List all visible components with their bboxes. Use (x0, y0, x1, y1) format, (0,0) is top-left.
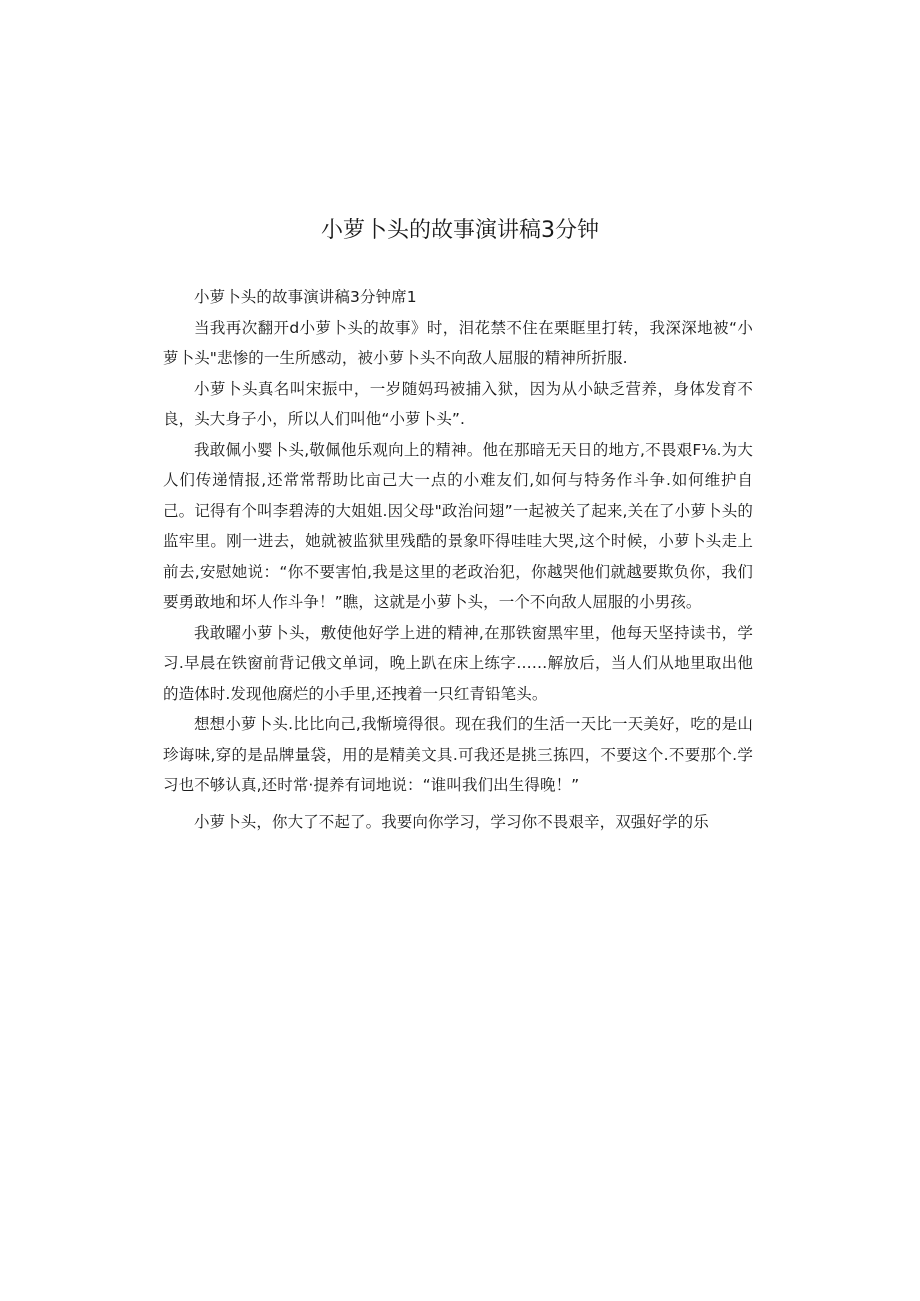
paragraph-conclusion: 小萝卜头，你大了不起了。我要向你学习，学习你不畏艰辛，双强好学的乐 (194, 812, 709, 831)
paragraph-intro: 当我再次翻开d小萝卜头的故事》时，泪花禁不住在栗眶里打转，我深深地被“小萝卜头"悲惨的一生所感动，被小萝卜头不向敌人屈服的精神所折服. (163, 318, 753, 367)
document-title: 小萝卜头的故事演讲稿3分钟 (321, 218, 599, 243)
paragraph-optimism: 我敢佩小婴卜头,敬佩他乐观向上的精神。他在那暗无天日的地方,不畏艰F⅛.为大人们传递情报,还常常帮助比亩己大一点的小难友们,如何与特务作斗争.如何维护自己。记得有个叫李碧涛的大姐姐.因父母"政治问翅”一起被关了起来,关在了小萝卜头的监牢里。刚一进去，她就被监狱里残酷的景象吓得哇哇大哭,这个时候，小萝卜头走上前去,安慰她说：“你不要害怕,我是这里的老政治犯，你越哭他们就越要欺负你，我们要勇敢地和坏人作斗争！”瞧，这就是小萝卜头，一个不向敌人屈服的小男孩。 (163, 440, 753, 611)
paragraph-studious: 我敢曜小萝卜头，敷使他好学上进的精神,在那铁窗黑牢里，他每天坚持读书，学习.早晨在铁窗前背记俄文单词，晚上趴在床上练字……解放后，当人们从地里取出他的造体时.发现他腐烂的小手里,还拽着一只红青铅笔头。 (163, 623, 753, 703)
paragraph-real-name: 小萝卜头真名叫宋振中，一岁随妈玛被捕入狱，因为从小缺乏营养，身体发育不良，头大身子小，所以人们叫他“小萝卜头”. (163, 379, 753, 428)
paragraph-subtitle: 小萝卜头的故事演讲稿3分钟席1 (194, 288, 417, 306)
document-body (163, 282, 753, 837)
paragraph-reflection: 想想小萝卜头.比比向己,我惭境得很。现在我们的生活一天比一天美好，吃的是山珍诲味,穿的是品牌量袋，用的是精美文具.可我还是挑三拣四，不要这个.不要那个.学习也不够认真,还时常·提养有词地说：“谁叫我们出生得晚！” (163, 715, 753, 794)
